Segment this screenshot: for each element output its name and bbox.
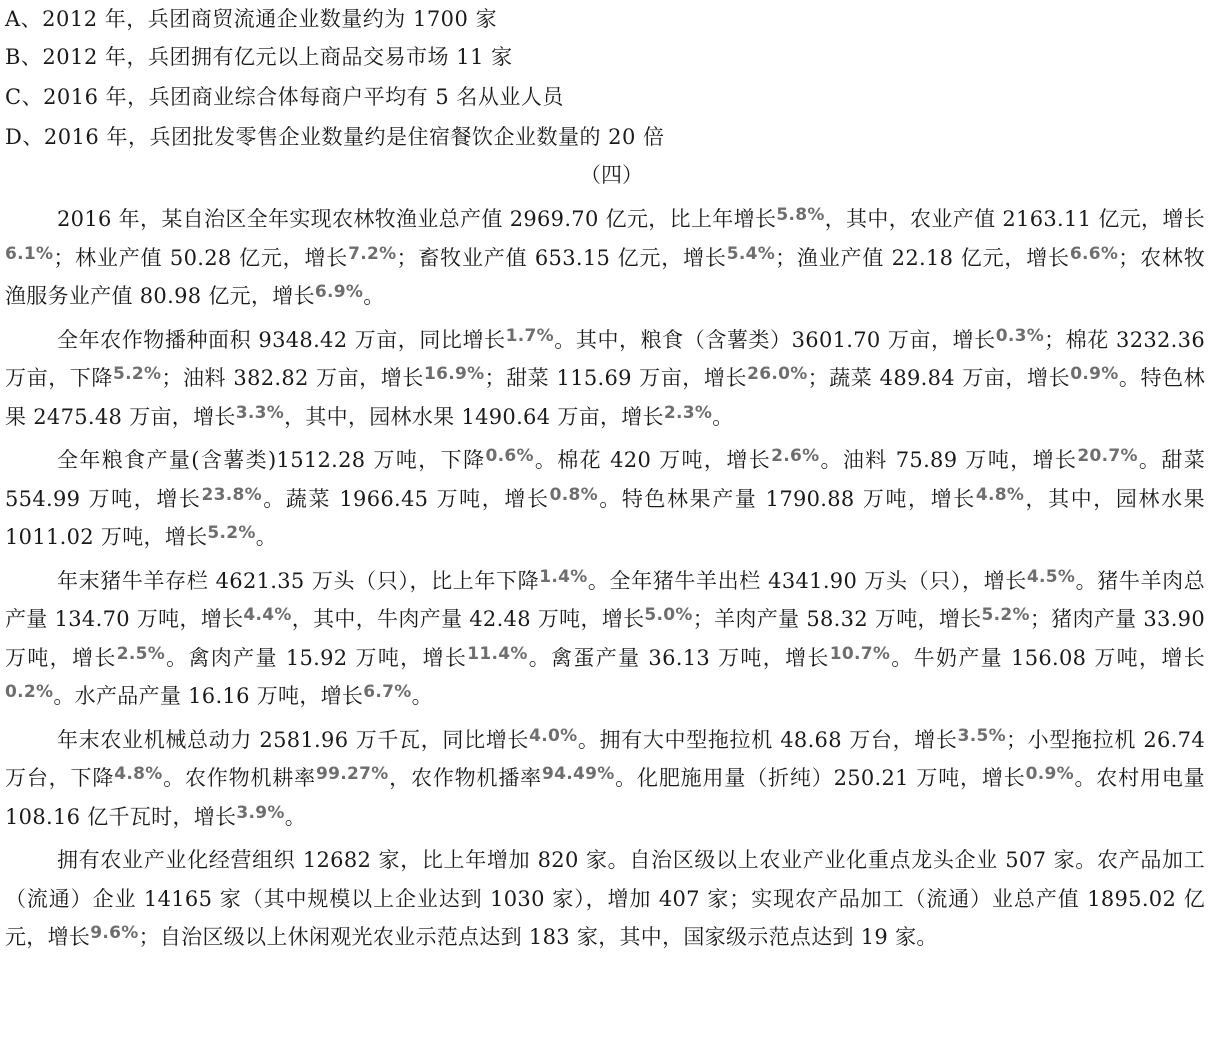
text-run: 。禽蛋产量 36.13 万吨，增长 [527,645,830,670]
text-run: ；油料 382.82 万亩，增长 [161,366,424,390]
text-run: ；畜牧业产值 653.15 亿元，增长 [396,245,727,270]
text-run: ；小型拖拉机 26.74 万台，下降 [5,727,1205,790]
percent-figure: 23.8% [201,484,263,505]
percent-figure: 16.9% [424,364,485,384]
text-run: 。棉花 420 万吨，增长 [533,448,772,472]
text-run: 。水产品产量 16.16 万吨，增长 [53,684,364,708]
text-run: ；林业产值 50.28 亿元，增长 [53,245,349,270]
percent-figure: 3.3% [235,402,285,423]
percent-figure: 4.8% [114,764,163,784]
text-run: 。 [411,684,433,708]
text-run: ；农林牧渔服务业产值 80.98 亿元，增长 [5,245,1206,308]
text-run: 。油料 75.89 万吨，增长 [819,448,1078,472]
paragraph-livestock [5,562,1205,716]
text-run: 。甜菜 554.99 万吨，增长 [5,448,1205,511]
percent-figure: 5.4% [726,243,776,264]
percent-figure: 7.2% [348,243,397,264]
text-run: 。蔬菜 1966.45 万吨，增长 [262,486,550,511]
percent-figure: 6.7% [363,682,412,702]
option-d: D、2016 年，兵团批发零售企业数量约是住宿餐饮企业数量的 20 倍 [5,125,665,149]
text-run: ；羊肉产量 58.32 万吨，增长 [692,607,982,631]
percent-figure: 2.5% [116,643,166,664]
text-run: ，其中，园林水果 1011.02 万吨，增长 [5,486,1205,549]
percent-figure: 1.4% [539,566,588,587]
option-a: A、2012 年，兵团商贸流通企业数量约为 1700 家 [5,7,498,31]
percent-figure: 3.5% [957,725,1006,746]
percent-figure: 4.4% [243,605,292,625]
percent-figure: 6.6% [1069,243,1119,264]
text-run: 。 [712,404,734,429]
text-run: ；蔬菜 489.84 万亩，增长 [807,366,1071,390]
percent-figure: 0.9% [1070,364,1119,384]
percent-figure: 0.9% [1025,764,1074,784]
percent-figure: 5.2% [981,605,1030,625]
percent-figure: 94.49% [542,764,615,784]
section-heading: （四） [580,163,643,187]
percent-figure: 5.0% [644,605,693,625]
option-b: B、2012 年，兵团拥有亿元以上商品交易市场 11 家 [5,45,513,69]
text-run: 全年农作物播种面积 9348.42 万亩，同比增长 [57,327,506,352]
text-run: 。 [255,525,278,549]
percent-figure: 4.5% [1026,566,1076,587]
paragraph-industrialization [5,841,1205,957]
text-run: 。化肥施用量（折纯）250.21 万吨，增长 [614,766,1026,790]
text-run: 。农村用电量 108.16 亿千瓦时，增长 [5,766,1205,829]
text-run: 。特色林果产量 1790.88 万吨，增长 [597,486,976,511]
percent-figure: 0.6% [485,446,534,466]
percent-figure: 5.2% [113,364,162,384]
text-run: 。 [284,804,307,829]
text-run: 。禽肉产量 15.92 万吨，增长 [165,645,468,670]
percent-figure: 11.4% [467,643,528,664]
percent-figure: 2.6% [771,446,820,466]
option-c: C、2016 年，兵团商业综合体每商户平均有 5 名从业人员 [5,85,564,109]
text-run: 。特色林果 2475.48 万亩，增长 [5,366,1206,429]
text-run: 。牛奶产量 156.08 万吨，增长 [890,645,1205,670]
text-run: 2016 年，某自治区全年实现农林牧渔业总产值 2969.70 亿元，比上年增长 [57,207,777,231]
text-run: ，其中，农业产值 2163.11 亿元，增长 [824,207,1205,231]
text-run: ；猪肉产量 33.90 万吨，增长 [5,607,1205,670]
text-run: 。拥有大中型拖拉机 48.68 万台，增长 [577,727,958,752]
percent-figure: 0.8% [549,484,598,505]
percent-figure: 6.9% [314,282,364,302]
paragraph-sown-area [5,321,1205,437]
percent-figure: 5.2% [207,523,256,543]
percent-figure: 10.7% [829,643,891,664]
text-run: ，其中，牛肉产量 42.48 万吨，增长 [291,607,645,631]
percent-figure: 0.3% [995,325,1045,346]
article-body [5,200,1205,962]
percent-figure: 0.2% [5,682,54,702]
text-run: 。农作物机耕率 [162,766,316,790]
paragraph-crop-output [5,441,1205,557]
percent-figure: 26.0% [747,364,808,384]
percent-figure: 4.8% [975,484,1025,505]
paragraph-output-value [5,200,1205,316]
text-run: 年末猪牛羊存栏 4621.35 万头（只），比上年下降 [57,568,540,593]
text-run: 全年粮食产量(含薯类)1512.28 万吨，下降 [57,448,486,472]
text-run: ，其中，园林水果 1490.64 万亩，增长 [284,404,664,429]
text-run: ；渔业产值 22.18 亿元，增长 [775,245,1070,270]
text-run: 。 [363,284,385,308]
text-run: 。猪牛羊肉总产量 134.70 万吨，增长 [5,568,1205,631]
paragraph-machinery [5,721,1205,837]
percent-figure: 9.6% [90,923,139,943]
text-run: 。其中，粮食（含薯类）3601.70 万亩，增长 [554,327,996,352]
text-run: 。全年猪牛羊出栏 4341.90 万头（只），增长 [587,568,1027,593]
text-run: ，农作物机播率 [388,766,543,790]
text-run: ；甜菜 115.69 万亩，增长 [484,366,748,390]
text-run: 拥有农业产业化经营组织 12682 家，比上年增加 820 家。自治区级以上农业产业化重点龙头企业 507 家。农产品加工（流通）企业 14165 家（其中规模以上企业达到 1030 家），增加 407 家；实现农产品加工（流通）业总产值 1895.02 亿元，增长 [5,848,1205,949]
percent-figure: 5.8% [776,205,825,225]
percent-figure: 6.1% [5,243,54,264]
percent-figure: 2.3% [663,402,713,423]
percent-figure: 1.7% [505,325,555,346]
percent-figure: 99.27% [315,764,389,784]
percent-figure: 3.9% [236,802,285,823]
text-run: ；棉花 3232.36 万亩，下降 [5,327,1205,390]
text-run: 年末农业机械总动力 2581.96 万千瓦，同比增长 [57,727,530,752]
percent-figure: 20.7% [1077,446,1138,466]
percent-figure: 4.0% [529,725,578,746]
text-run: ；自治区级以上休闲观光农业示范点达到 183 家，其中，国家级示范点达到 19 家。 [138,925,938,949]
